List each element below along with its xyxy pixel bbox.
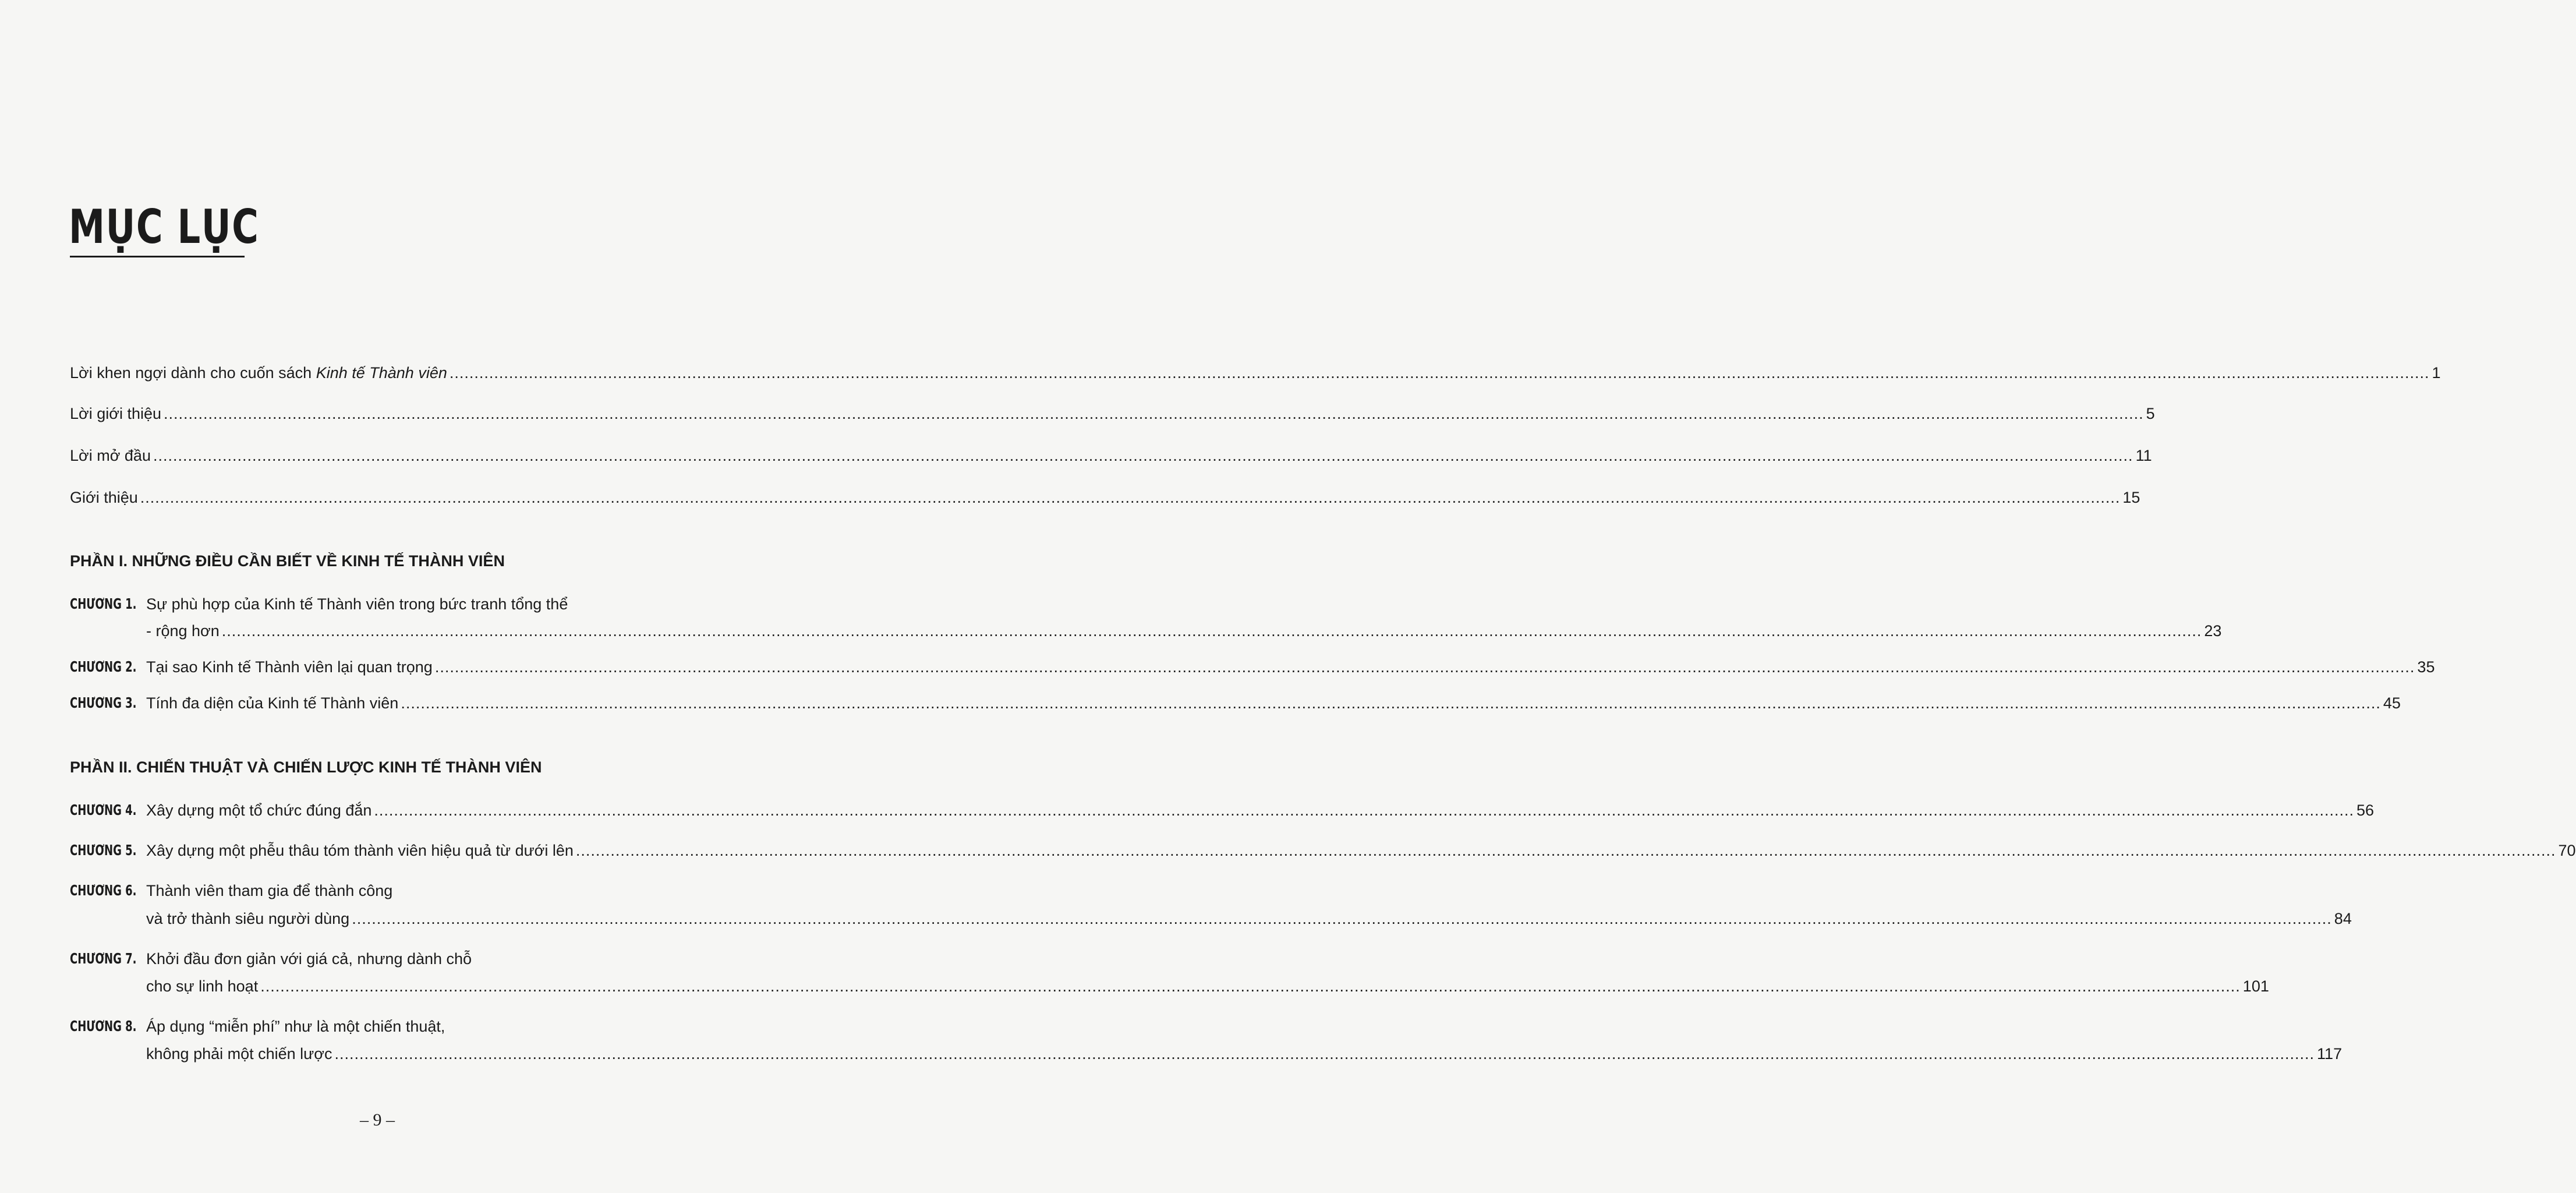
page-number: 84	[2334, 910, 2352, 927]
page-title: MỤC LỤC	[69, 200, 260, 254]
page-number: 117	[2317, 1045, 2343, 1063]
toc-entry-chapter-2	[146, 658, 2435, 676]
toc-entry-chapter-8	[146, 1045, 2343, 1063]
chapter-title: Sự phù hợp của Kinh tế Thành viên trong bức tranh tổng thể	[146, 595, 568, 613]
chapter-title: Thành viên tham gia để thành công	[146, 882, 393, 899]
page-number: 56	[2356, 802, 2375, 819]
chapter-label: CHƯƠNG 4.	[70, 802, 137, 818]
chapter-title-cont: - rộng hơn	[146, 622, 220, 640]
part-heading: PHẦN II. CHIẾN THUẬT VÀ CHIẾN LƯỢC KINH TẾ THÀNH VIÊN	[70, 758, 542, 776]
chapter-title: Áp dụng “miễn phí” như là một chiến thuật,	[146, 1018, 445, 1035]
chapter-title-cont: cho sự linh hoạt	[146, 977, 259, 995]
chapter-title-cont: không phải một chiến lược	[146, 1045, 332, 1063]
chapter-label: CHƯƠNG 5.	[70, 842, 137, 859]
page-number: 70	[2558, 842, 2576, 859]
chapter-title: Xây dựng một tổ chức đúng đắn	[146, 802, 372, 819]
toc-entry-text: Lời khen ngợi dành cho cuốn sách	[70, 364, 316, 382]
chapter-title-cont: và trở thành siêu người dùng	[146, 910, 350, 927]
title-underline	[70, 256, 245, 257]
chapter-title: Khởi đầu đơn giản với giá cả, nhưng dành chỗ	[146, 950, 472, 968]
toc-entry-chapter-3	[146, 694, 2401, 712]
toc-entry-chapter-5	[146, 842, 2576, 859]
page-number: 35	[2417, 658, 2435, 676]
dot-leader: ................................................................................................................................................................................................................................................................................................................................................................................................................	[221, 622, 2202, 640]
chapter-title: Tại sao Kinh tế Thành viên lại quan trọng	[146, 658, 433, 676]
page-number: 15	[2122, 489, 2140, 506]
toc-entry-preface	[70, 447, 2152, 464]
toc-entry-chapter-1	[146, 622, 2222, 640]
page-number: 101	[2242, 977, 2269, 995]
chapter-label: CHƯƠNG 6.	[70, 882, 137, 899]
chapter-label: CHƯƠNG 8.	[70, 1018, 137, 1035]
toc-entry-praise	[70, 364, 2441, 382]
dot-leader: ................................................................................................................................................................................................................................................................................................................................................................................................................	[352, 910, 2332, 927]
toc-entry-chapter-6	[146, 910, 2352, 927]
dot-leader: ................................................................................................................................................................................................................................................................................................................................................................................................................	[401, 694, 2381, 712]
page-number: 5	[2146, 405, 2155, 422]
dot-leader: ................................................................................................................................................................................................................................................................................................................................................................................................................	[334, 1045, 2315, 1063]
page-number: 45	[2383, 694, 2401, 712]
dot-leader: ................................................................................................................................................................................................................................................................................................................................................................................................................	[449, 364, 2430, 382]
dot-leader: ................................................................................................................................................................................................................................................................................................................................................................................................................	[374, 802, 2354, 819]
toc-entry-chapter-4	[146, 802, 2375, 819]
chapter-title: Xây dựng một phễu thâu tóm thành viên hiệu quả từ dưới lên	[146, 842, 574, 859]
dot-leader: ................................................................................................................................................................................................................................................................................................................................................................................................................	[260, 977, 2241, 995]
part-heading: PHẦN I. NHỮNG ĐIỀU CẦN BIẾT VỀ KINH TẾ THÀNH VIÊN	[70, 552, 505, 570]
toc-entry-text: Giới thiệu	[70, 489, 138, 506]
book-title-italic: Kinh tế Thành viên	[316, 364, 447, 382]
toc-entry-introduction	[70, 489, 2140, 506]
chapter-title: Tính đa diện của Kinh tế Thành viên	[146, 694, 399, 712]
page-number: 11	[2135, 447, 2152, 464]
dot-leader: ................................................................................................................................................................................................................................................................................................................................................................................................................	[153, 447, 2133, 464]
toc-entry-text: Lời giới thiệu	[70, 405, 161, 422]
toc-entry-foreword	[70, 405, 2155, 422]
dot-leader: ................................................................................................................................................................................................................................................................................................................................................................................................................	[434, 658, 2415, 676]
toc-entry-chapter-7	[146, 977, 2269, 995]
page-folio: – 9 –	[360, 1110, 395, 1130]
chapter-label: CHƯƠNG 7.	[70, 950, 137, 967]
dot-leader: ................................................................................................................................................................................................................................................................................................................................................................................................................	[164, 405, 2144, 422]
page-number: 1	[2432, 364, 2441, 382]
chapter-label: CHƯƠNG 2.	[70, 658, 137, 675]
chapter-label: CHƯƠNG 1.	[70, 595, 137, 612]
dot-leader: ................................................................................................................................................................................................................................................................................................................................................................................................................	[575, 842, 2556, 859]
page-number: 23	[2204, 622, 2222, 640]
toc-entry-text: Lời mở đầu	[70, 447, 151, 464]
chapter-label: CHƯƠNG 3.	[70, 694, 137, 711]
dot-leader: ................................................................................................................................................................................................................................................................................................................................................................................................................	[140, 489, 2121, 506]
